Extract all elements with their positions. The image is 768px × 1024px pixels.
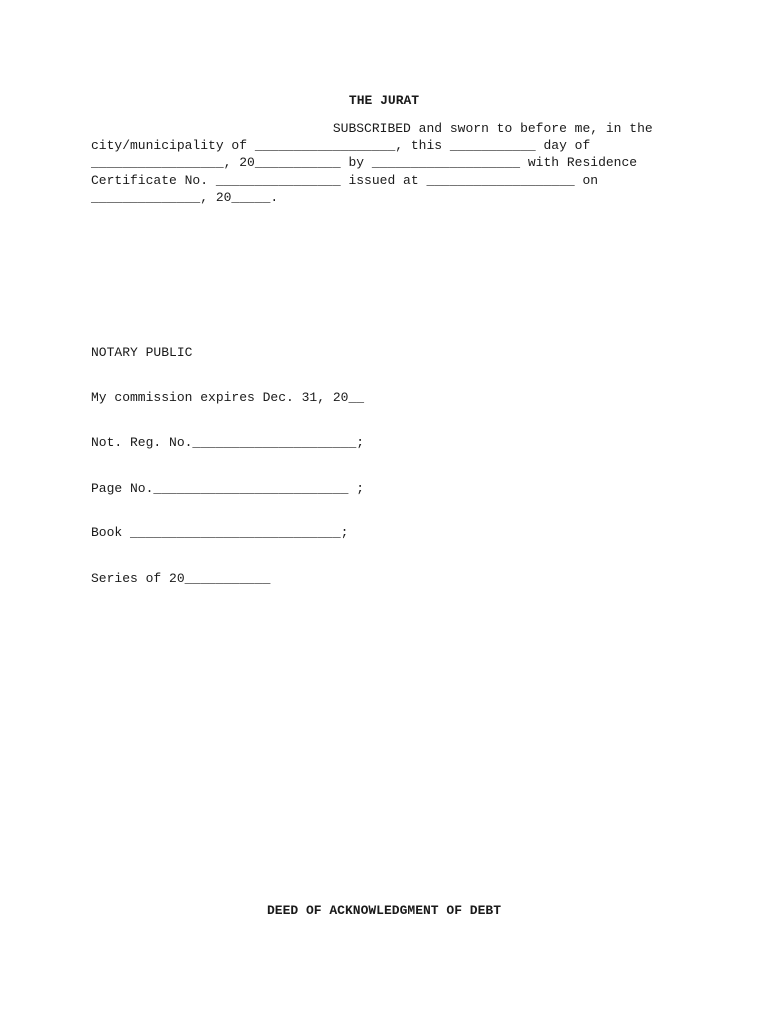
notary-public-label: NOTARY PUBLIC	[91, 345, 193, 360]
jurat-line: ______________, 20_____.	[91, 189, 279, 205]
deed-title: DEED OF ACKNOWLEDGMENT OF DEBT	[266, 903, 502, 918]
notary-register-number-line: Not. Reg. No._____________________;	[91, 435, 365, 450]
jurat-line: _________________, 20___________ by ___________________ with Residence	[91, 155, 638, 171]
page-number-line: Page No._________________________ ;	[91, 481, 365, 496]
commission-expires-line: My commission expires Dec. 31, 20__	[91, 390, 365, 405]
jurat-line: SUBSCRIBED and sworn to before me, in the	[91, 121, 653, 136]
jurat-line: city/municipality of __________________, this ___________ day of	[91, 138, 591, 154]
jurat-line: Certificate No. ________________ issued at ___________________ on	[91, 172, 599, 188]
jurat-paragraph	[91, 120, 691, 206]
jurat-title: THE JURAT	[348, 93, 420, 108]
book-line: Book ___________________________;	[91, 525, 349, 540]
series-line: Series of 20___________	[91, 571, 271, 586]
